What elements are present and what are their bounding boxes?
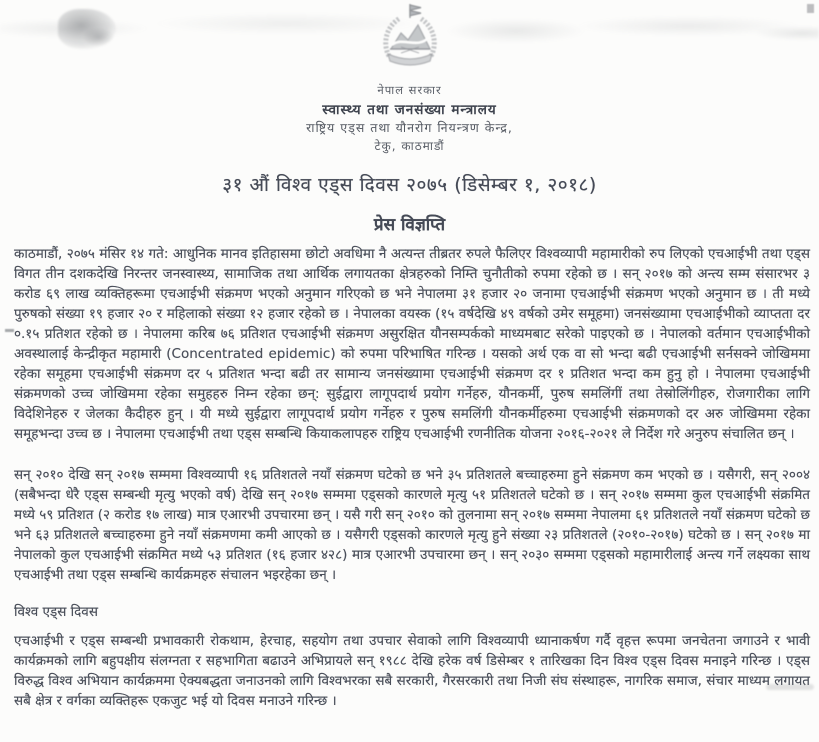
letterhead-department: राष्ट्रिय एड्स तथा यौनरोग नियन्त्रण केन्द्र,	[306, 120, 513, 135]
nepal-government-emblem-icon	[379, 3, 441, 81]
letterhead-ministry: स्वास्थ्य तथा जनसंख्या मन्त्रालय	[322, 102, 497, 118]
section-heading-world-aids-day: विश्व एड्स दिवस	[14, 604, 98, 620]
press-release-paragraph-1: काठमाडौं, २०७५ मंसिर १४ गते: आधुनिक मानव इतिहासमा छोटो अवधिमा नै अत्यन्त तीब्रतर रुपले फैलिएर विश्वव्यापी महामारीको रुप लिएको एचआईभी तथा एड्स विगत तीन दशकदेखि निरन्तर जनस्वास्थ्य, सामाजिक तथा आर्थिक लगायतका क्षेत्रहरुको निम्ति चुनौतीको रुपमा रहेको छ । सन् २०१७ को अन्त्य सम्म संसारभर ३ करोड ६९ लाख व्यक्तिहरूमा एचआईभी संक्रमण भएको अनुमान गरिएको छ भने नेपालमा ३१ हजार २० जनामा एचआईभी संक्रमण भएको अनुमान छ । ती मध्ये पुरुषको संख्या १९ हजार २० र महिलाको संख्या १२ हजार रहेको छ । नेपालका वयस्क (१५ वर्षदेखि ४९ वर्षको उमेर समूहमा) जनसंख्यामा एचआईभीको व्याप्तता दर ०.१५ प्रतिशत रहेको छ । नेपालमा करिब ७६ प्रतिशत एचआईभी संक्रमण असुरक्षित यौनसम्पर्कको माध्यमबाट सरेको पाइएको छ । नेपालको वर्तमान एचआईभीको अवस्थालाई केन्द्रीकृत महामारी (Concentrated epidemic) को रुपमा परिभाषित गरिन्छ । यसको अर्थ एक वा सो भन्दा बढी एचआईभी सर्नसक्ने जोखिममा रहेका समूहमा एचआईभी संक्रमण दर ५ प्रतिशत भन्दा बढी तर सामान्य जनसंख्यामा एचआईभी संक्रमण दर १ प्रतिशत भन्दा कम हुनु हो । नेपालमा एचआईभी संक्रमणको उच्च जोखिममा रहेका समुहहरु निम्न रहेका छन्: सुईद्वारा लागूपदार्थ प्रयोग गर्नेहरु, यौनकर्मी, पुरुष समलिंगीं तथा तेस्रोलिंगीहरु, रोजगारीका लागि विदेशिनेहरु र जेलका कैदीहरु हुन् । यी मध्ये सुईद्वारा लागूपदार्थ प्रयोग गर्नेहरु र पुरुष समलिंगी यौनकर्मीहरुमा एचआईभी संक्रमणको दर अरु जोखिममा रहेका समूहभन्दा उच्च छ । नेपालमा एचआईभी तथा एड्स सम्बन्धि कियाकलापहरु राष्ट्रिय एचआईभी रणनीतिक योजना २०१६-२०२१ ले निर्देश गरे अनुरुप संचालित छन् ।	[14, 246, 810, 442]
letterhead	[0, 0, 819, 154]
press-release-paragraph-2: सन् २०१० देखि सन् २०१७ सम्ममा विश्वव्यापी १६ प्रतिशतले नयाँ संक्रमण घटेको छ भने ३५ प्रतिशतले बच्चाहरुमा हुने संक्रमण कम भएको छ । यसैगरी, सन् २००४ (सबैभन्दा धेरै एड्स सम्बन्धी मृत्यु भएको वर्ष) देखि सन् २०१७ सम्ममा एड्सको कारणले मृत्यु ५१ प्रतिशतले घटेको छ । सन् २०१७ सम्ममा कुल एचआईभी संक्रमित मध्ये ५९ प्रतिशत (२ करोड १७ लाख) मात्र एआरभी उपचारमा छन् । यसै गरी सन् २०१० को तुलनामा सन् २०१७ सम्ममा नेपालमा ६१ प्रतिशतले नयाँ संक्रमण घटेको छ भने ६३ प्रतिशतले बच्चाहरुमा हुने नयाँ संक्रमणमा कमी आएको छ । यसैगरी एड्सको कारणले मृत्यु हुने संख्या २३ प्रतिशतले (२०१०-२०१७) घटेको छ । सन् २०१७ मा नेपालको कुल एचआईभी संक्रमित मध्ये ५३ प्रतिशत (१६ हजार ४२८) मात्र एआरभी उपचारमा छन् । सन् २०३० सम्ममा एड्सको महामारीलाई अन्त्य गर्ने लक्ष्यका साथ एचआईभी तथा एड्स सम्बन्धि कार्यक्रमहरु संचालन भइरहेका छन् ।	[14, 467, 810, 583]
press-release-paragraph-3: एचआईभी र एड्स सम्बन्धी प्रभावकारी रोकथाम, हेरचाह, सहयोग तथा उपचार सेवाको लागि विश्वव्यापी ध्यानाकर्षण गर्दै वृहत्त रूपमा जनचेतना जगाउने र भावी कार्यक्रमको लागि बहुपक्षीय संलग्नता र सहभागिता बढाउने अभिप्रायले सन् १९८८ देखि हरेक वर्ष डिसेम्बर १ तारिखका दिन विश्व एड्स दिवस मनाइने गरिन्छ । एड्स विरुद्ध विश्व अभियान कार्यक्रममा ऐक्यबद्धता जनाउनको लागि विश्वभरका सबै सरकारी, गैरसरकारी तथा निजी संघ संस्थाहरू, नागरिक समाज, संचार माध्यम लगायत सबै क्षेत्र र वर्गका व्यक्तिहरू एकजुट भई यो दिवस मनाउने गरिन्छ ।	[14, 633, 810, 709]
letterhead-address: टेकु, काठमाडौं	[374, 139, 445, 153]
document-body-continued	[14, 631, 810, 711]
document-title: ३१ औं विश्व एड्स दिवस २०७५ (डिसेम्बर १, २०१८)	[222, 174, 597, 196]
scan-margin-dash	[5, 329, 14, 332]
letterhead-government: नेपाल सरकार	[377, 83, 442, 97]
document-body	[14, 244, 810, 585]
document-subtitle: प्रेस विज्ञप्ति	[373, 215, 446, 235]
